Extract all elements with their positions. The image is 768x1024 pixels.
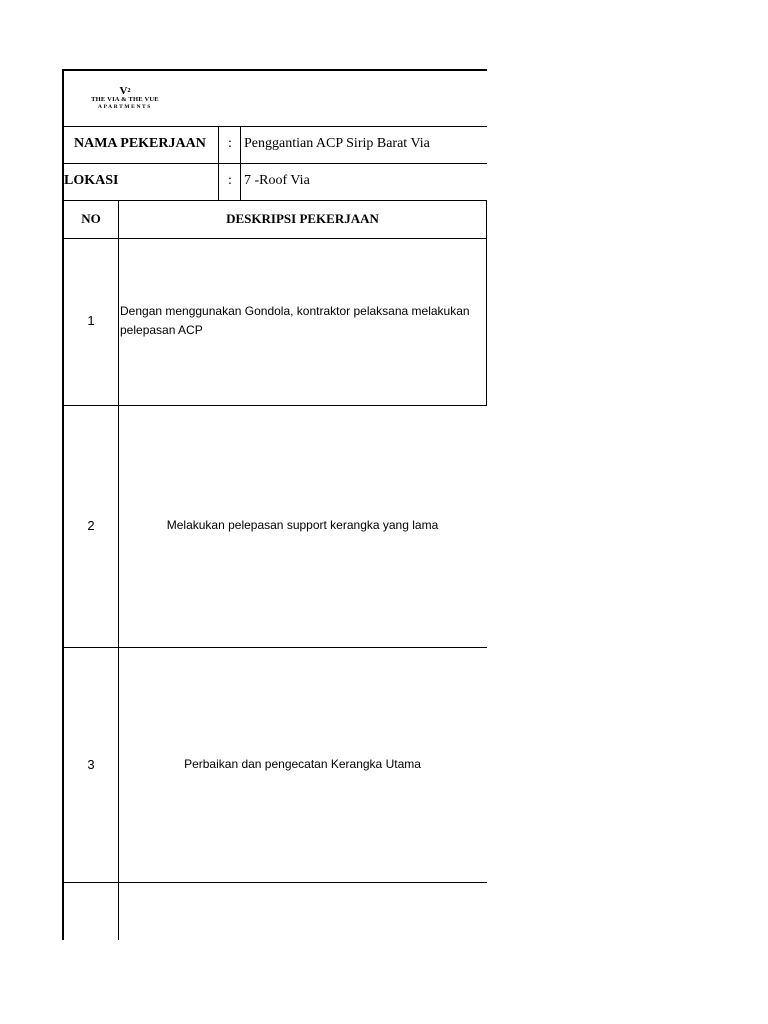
- divider-below-row-2: [62, 647, 487, 648]
- col-header-no: NO: [81, 211, 101, 226]
- row-2-description: Melakukan pelepasan support kerangka yang lama: [166, 518, 439, 532]
- company-logo: [82, 86, 168, 110]
- job-value: Penggantian ACP Sirip Barat Via: [244, 136, 430, 151]
- job-label: NAMA PEKERJAAN: [74, 136, 206, 151]
- divider-below-logo: [62, 126, 487, 127]
- divider-below-row-3: [62, 882, 487, 883]
- row-2-number: 2: [87, 518, 95, 533]
- col-header-description: DESKRIPSI PEKERJAAN: [226, 211, 379, 226]
- logo-name: THE VIA & THE VUE: [91, 96, 159, 103]
- row-1-description-line-1: Dengan menggunakan Gondola, kontraktor pelaksana melakukan: [120, 304, 470, 318]
- right-border: [486, 200, 487, 406]
- location-label: LOKASI: [64, 173, 119, 188]
- separator-col-right: [240, 126, 241, 200]
- separator-col-left: [218, 126, 219, 200]
- logo-mark: $V^2$: [119, 85, 131, 97]
- divider-below-table-header: [62, 238, 487, 239]
- no-col-divider: [118, 200, 119, 940]
- top-border: [62, 69, 487, 71]
- location-separator: :: [228, 173, 232, 188]
- row-1-description-line-2: pelepasan ACP: [120, 323, 203, 337]
- row-3-description: Perbaikan dan pengecatan Kerangka Utama: [184, 757, 421, 771]
- location-value: 7 -Roof Via: [244, 173, 310, 188]
- job-separator: :: [228, 136, 232, 151]
- divider-below-row-1: [62, 405, 487, 406]
- row-1-number: 1: [87, 313, 95, 328]
- row-3-number: 3: [87, 757, 95, 772]
- logo-subtitle: APARTMENTS: [98, 104, 152, 110]
- divider-below-location: [62, 200, 487, 201]
- divider-below-job: [62, 163, 487, 164]
